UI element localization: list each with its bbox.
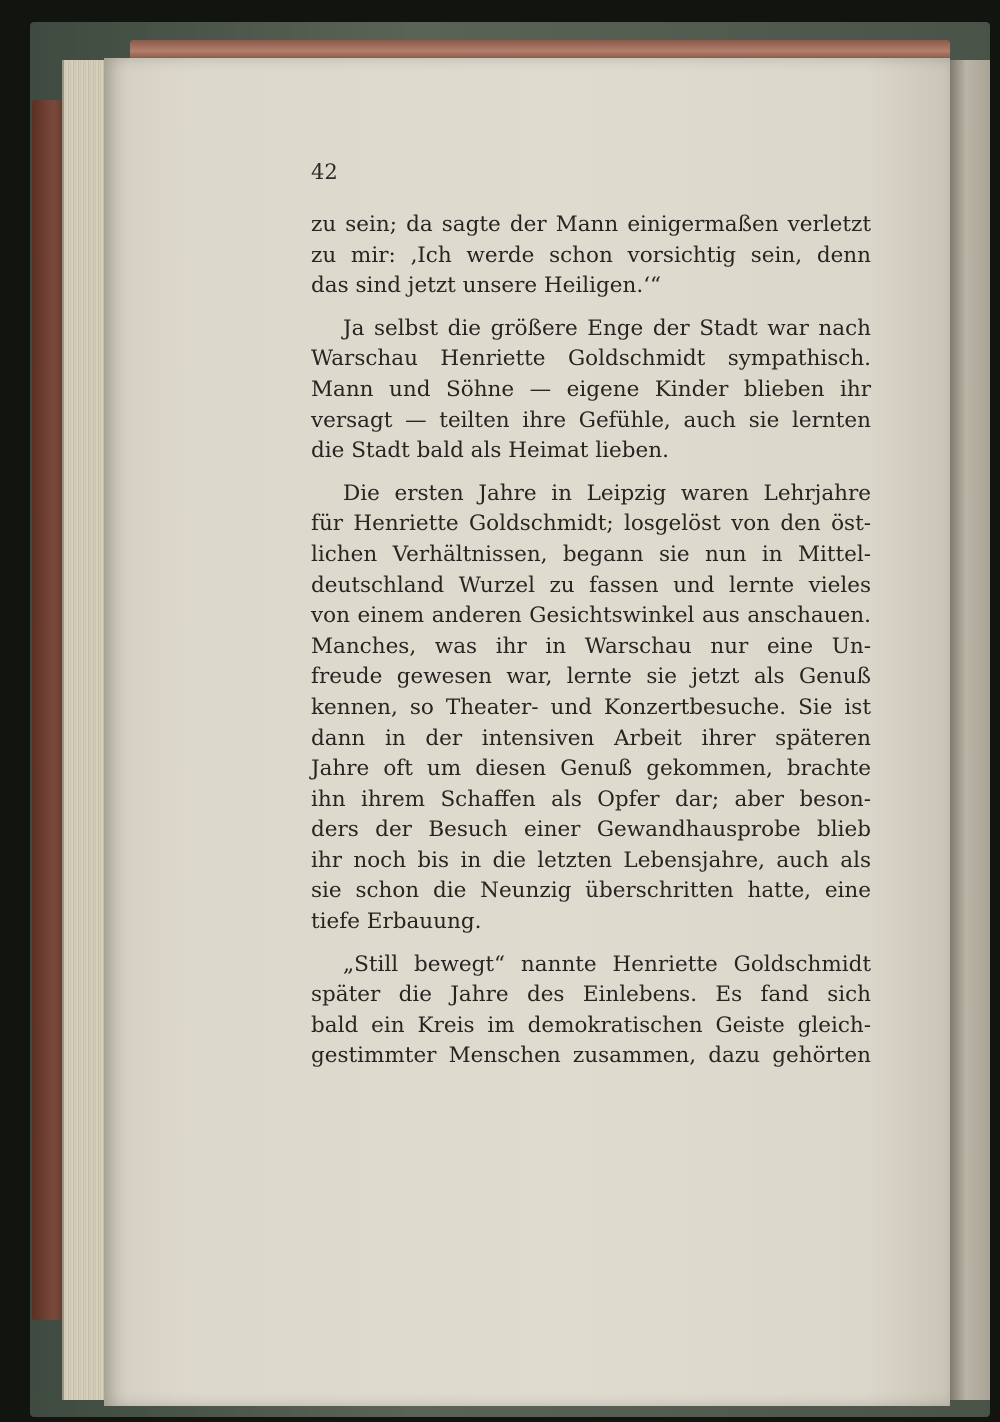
text-line: bald ein Kreis im demokratischen Geiste gleich- [311, 1012, 871, 1038]
page-edges [62, 60, 108, 1400]
text-line: versagt — teilten ihre Gefühle, auch sie lernten [311, 407, 871, 433]
text-line: Mann und Söhne — eigene Kinder blieben ihr [311, 376, 871, 402]
paragraph-4 [311, 950, 871, 1072]
paragraph-2 [311, 314, 871, 467]
paragraph-1 [311, 210, 871, 302]
text-line: Manches, was ihr in Warschau nur eine Un- [311, 633, 871, 659]
page-text [311, 210, 871, 1072]
text-line: die Stadt bald als Heimat lieben. [311, 438, 669, 464]
text-line: dann in der intensiven Arbeit ihrer späteren [311, 725, 871, 751]
text-line: später die Jahre des Einlebens. Es fand sich [311, 982, 871, 1008]
page-number: 42 [311, 160, 338, 184]
text-line: „Still bewegt“ nannte Henriette Goldschmidt [343, 951, 871, 977]
text-line: kennen, so Theater- und Konzertbesuche. Sie ist [311, 694, 871, 720]
text-line: lichen Verhältnissen, begann sie nun in Mittel- [311, 541, 871, 567]
text-line: deutschland Wurzel zu fassen und lernte vieles [311, 572, 871, 598]
paragraph-3 [311, 479, 871, 938]
text-line: tiefe Erbauung. [311, 909, 482, 935]
text-line: das sind jetzt unsere Heiligen.‘“ [311, 273, 662, 299]
text-line: zu mir: ‚Ich werde schon vorsichtig sein, denn [311, 242, 871, 268]
facing-page-edge [950, 60, 990, 1400]
text-line: gestimmter Menschen zusammen, dazu gehörten [311, 1043, 871, 1069]
text-line: Warschau Henriette Goldschmidt sympathisch. [311, 346, 871, 372]
text-line: Jahre oft um diesen Genuß gekommen, brachte [311, 756, 871, 782]
text-line: ihr noch bis in die letzten Lebensjahre, auch als [311, 847, 871, 873]
text-line: ders der Besuch einer Gewandhausprobe blieb [311, 817, 871, 843]
text-line: für Henriette Goldschmidt; losgelöst von den öst- [311, 511, 871, 537]
text-line: zu sein; da sagte der Mann einigermaßen verletzt [311, 212, 871, 237]
text-line: ihn ihrem Schaffen als Opfer dar; aber beson- [311, 786, 871, 812]
text-line: sie schon die Neunzig überschritten hatte, eine [311, 878, 871, 904]
text-line: freude gewesen war, lernte sie jetzt als Genuß [311, 664, 871, 690]
text-line: Ja selbst die größere Enge der Stadt war nach [343, 315, 871, 341]
text-line: Die ersten Jahre in Leipzig waren Lehrjahre [343, 480, 871, 506]
text-line: von einem anderen Gesichtswinkel aus anschauen. [311, 603, 871, 629]
